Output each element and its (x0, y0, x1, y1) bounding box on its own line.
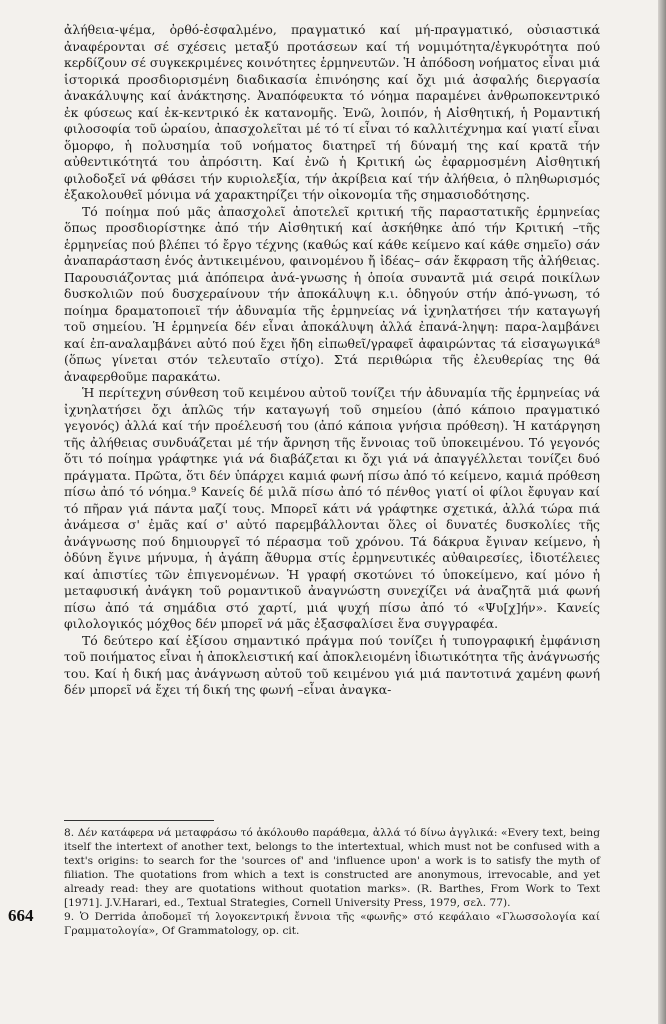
page-number: 664 (8, 906, 34, 925)
footnotes (64, 826, 600, 938)
footnote-rule (64, 820, 214, 821)
scan-page-edge (658, 0, 666, 1024)
footnote-8: 8. Δέν κατάφερα νά μεταφράσω τό ἀκόλουθο παράθεμα, ἀλλά τό δίνω ἀγγλικά: «Every text, being itself the intertext of another text, belongs to the intertextual, which must not be confused with a text's origins: to search for the 'sources of' and 'influence upon' a work is to satisfy the myth of filiation. The quotations from which a text is constructed are anonymous, irrevocable, and yet already read: they are quotations without quotation marks». (R. Barthes, From Work to Text [1971]. J.V.Harari, ed., Textual Strategies, Cornell University Press, 1979, σελ. 77). (64, 827, 600, 909)
paragraph: Τό δεύτερο καί ἐξίσου σημαντικό πράγμα πού τονίζει ἡ τυπογραφική ἐμφάνιση τοῦ ποιήματος εἶναι ἡ ἀποκλειστική καί ἀποκλειομένη ἰδιωτικότητα τῆς ἀνάγνωσής του. Καί ἡ δική μας ἀνάγνωση αὐτοῦ τοῦ κειμένου γιά μιά παντοτινά χαμένη φωνή δέν μπορεῖ νά ἔχει τή δική της φωνή –εἶναι ἀναγκα- (64, 632, 600, 697)
footnote-9: 9. Ὁ Derrida ἀποδομεῖ τή λογοκεντρική ἔννοια τῆς «φωνῆς» στό κεφάλαιο «Γλωσσολογία καί Γραμματολογία», Of Grammatology, op. cit. (64, 911, 600, 937)
main-text (64, 22, 600, 699)
paragraph: Ἡ περίτεχνη σύνθεση τοῦ κειμένου αὐτοῦ τονίζει τήν ἀδυναμία τῆς ἑρμηνείας νά ἰχνηλατήσει ὄχι ἁπλῶς τήν καταγωγή τοῦ σημείου (ἀπό κάποιο πραγματικό γεγονός) ἀλλά καί τήν προέλευσή του (ἀπό κάποια γνήσια πρόθεση). Ἡ κατάργηση τῆς ἀλήθειας συνδυάζεται μέ τήν ἄρνηση τῆς ἔννοιας τοῦ ὑποκειμένου. Τό γεγονός ὅτι τό ποίημα γράφτηκε γιά νά διαβάζεται κι ὄχι γιά νά ἀπαγγέλλεται τονίζει δυό πράγματα. Πρῶτα, ὅτι δέν ὑπάρχει καμιά φωνή πίσω ἀπό τό κείμενο, καμιά πρόθεση πίσω ἀπό τό νόημα.⁹ Κανείς δέ μιλᾶ πίσω ἀπό τό πένθος γιατί οἱ φίλοι ἔφυγαν καί τό πῆραν γιά πάντα μαζί τους. Μπορεῖ κάτι νά γράφτηκε σχετικά, ἀλλά τώρα πιά ἀνάμεσα σ' ἐμᾶς καί σ' αὐτό παρεμβάλλονται ὅλες οἱ δυνατές δυσκολίες τῆς ἀνάγνωσης πού δημιουργεῖ τό πέρασμα τοῦ χρόνου. Τά δάκρυα ἔγιναν κείμενο, ἡ ὀδύνη ἔγινε μήνυμα, ἡ ἀγάπη ἄθυρμα στίς ἑρμηνευτικές αὐθαιρεσίες, ἰδιοτέλειες καί ἀπιστίες τῶν ἐπιγενομένων. Ἡ γραφή σκοτώνει τό ὑποκείμενο, καί μόνο ἡ μεταφυσική ἀνάγκη τοῦ ρομαντικοῦ ἀναγνώστη συνεχίζει νά ἀναζητᾶ μιά φωνή πίσω ἀπό τά σημάδια στό χαρτί, μιά ψυχή πίσω ἀπό τό «Ψυ[χ]ήν». Κανείς φιλολογικός μόχθος δέν μπορεῖ νά μᾶς ἐξασφαλίσει ἕνα συγγραφέα. (64, 385, 600, 631)
paragraph: Τό ποίημα πού μᾶς ἀπασχολεῖ ἀποτελεῖ κριτική τῆς παραστατικῆς ἑρμηνείας ὅπως προσδιορίστηκε ἀπό τήν Αἰσθητική καί ἀσκήθηκε ἀπό τήν Κριτική –τῆς ἑρμηνείας πού βλέπει τό ἔργο τέχνης (καθώς καί κάθε κείμενο καί κάθε σημεῖο) σάν ἀναπαράσταση ἑνός ἀντικειμένου, φαινομένου ἤ ἰδέας– σάν ἔκφραση τῆς ἀλήθειας. Παρουσιάζοντας μιά ἀπόπειρα ἀνά-γνωσης ἡ ὁποία συναντᾶ μιά σειρά ποικίλων δυσκολιῶν πού δυσχεραίνουν τήν ἀποκάλυψη κ.ι. ὁδηγούν στήν ἀπό-γνωση, τό ποίημα δραματοποιεῖ τήν ἀδυναμία τῆς ἑρμηνείας νά ἰχνηλατήσει τήν καταγωγή τοῦ σημείου. Ἡ ἑρμηνεία δέν εἶναι ἀποκάλυψη ἀλλά ἐπανά-ληψη: παρα-λαμβάνει καί ἐπ-αναλαμβάνει αὐτό πού ἔχει ἤδη εἰπωθεῖ/γραφεῖ ἀφαιρώντας τά εἰσαγωγικά⁸ (ὅπως γίνεται στόν τελευταῖο στίχο). Στά περιθώρια τῆς ἐλευθερίας της θά ἀναφερθοῦμε παρακάτω. (64, 203, 600, 384)
paragraph: ἀλήθεια-ψέμα, ὀρθό-ἐσφαλμένο, πραγματικό καί μή-πραγματικό, οὐσιαστικά ἀναφέρονται σέ σχέσεις μεταξύ προτάσεων καί τή νομιμότητα/ἐγκυρότητα πού κερδίζουν σέ συγκεκριμένες κοινότητες ἑρμηνευτῶν. Ἡ ἀπόδοση νοήματος εἶναι μιά ἱστορικά προσδιορισμένη διαδικασία ἐπινόησης καί ὄχι μιά ἀσφαλής διεργασία ἀνακάλυψης καί ἀνάκτησης. Ἀναπόφευκτα τό νόημα παραμένει ἀνθρωποκεντρικό ἐκ φύσεως καί ἐκ-κεντρικό ἐκ κατανομῆς. Ἐνῶ, λοιπόν, ἡ Αἰσθητική, ἡ Ρομαντική φιλοσοφία τοῦ ὡραίου, ἀπασχολεῖται μέ τό τί εἶναι τό καλλιτέχνημα καί γιατί εἶναι ὅμορφο, ἡ πολυσημία τοῦ νοήματος διατηρεῖ τή δύναμή της καί κρατᾶ τήν αὐθεντικότητά του ἀπρόσιτη. Καί ἐνῶ ἡ Κριτική ὡς ἐφαρμοσμένη Αἰσθητική φιλοδοξεῖ νά φθάσει τήν κυριολεξία, τήν ἀκρίβεια καί τήν ἀλήθεια, ὁ πληθωρισμός ἐξακολουθεῖ μόνιμα νά χαρακτηρίζει τήν οἰκονομία τῆς σημασιοδότησης. (64, 22, 600, 202)
